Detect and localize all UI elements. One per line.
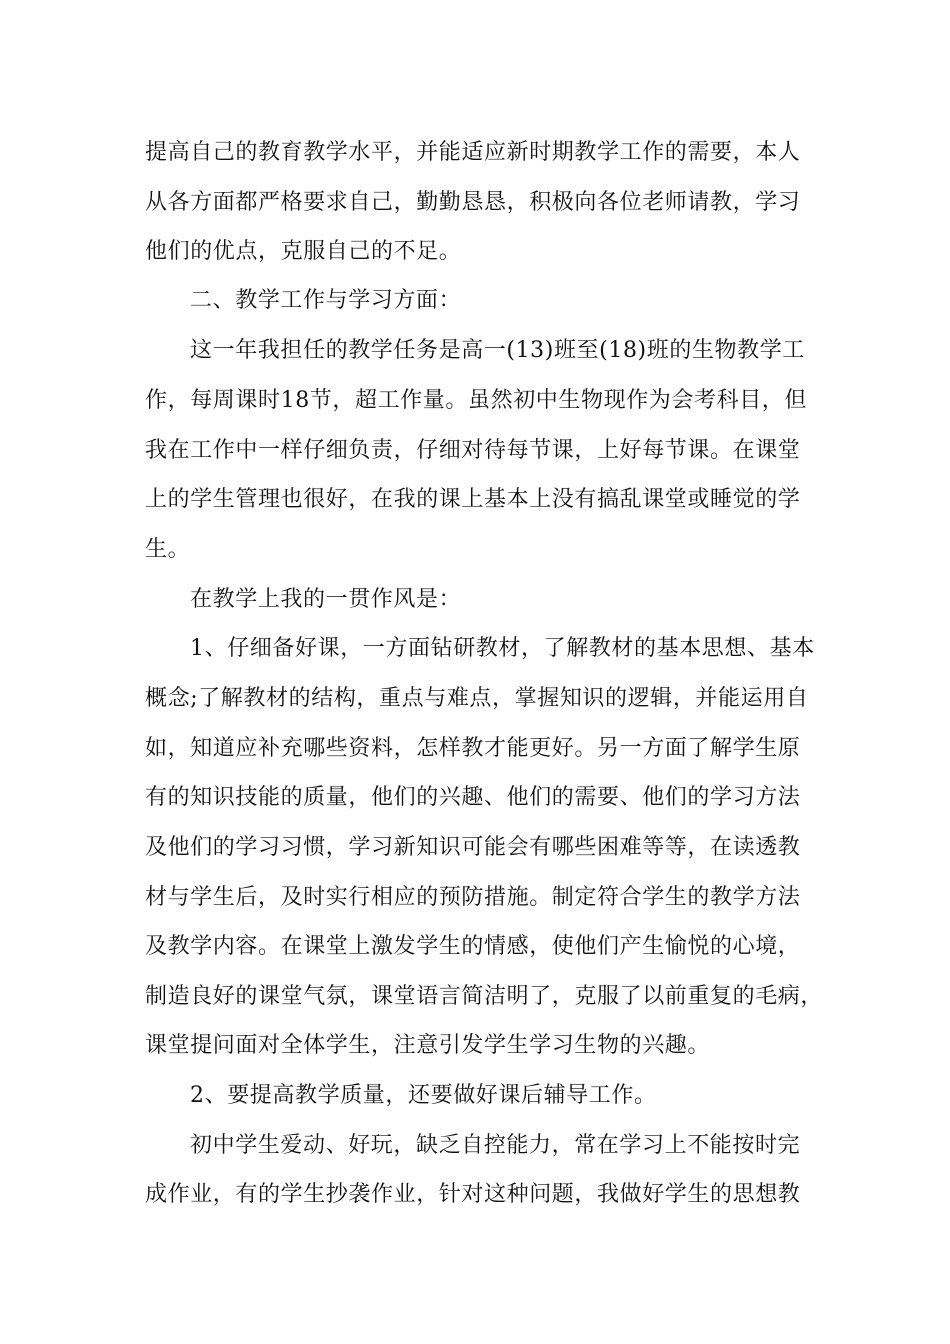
text-line: 作，每周课时18节，超工作量。虽然初中生物现作为会考科目，但 [145,388,807,413]
text-line: 2、要提高教学质量，还要做好课后辅导工作。 [190,1083,657,1108]
text-line: 材与学生后，及时实行相应的预防措施。制定符合学生的教学方法 [145,885,801,910]
text-line: 提高自己的教育教学水平，并能适应新时期教学工作的需要，本人 [145,140,801,165]
text-line: 上的学生管理也很好，在我的课上基本上没有搞乱课堂或睡觉的学 [145,487,801,512]
text-line: 概念;了解教材的结构，重点与难点，掌握知识的逻辑，并能运用自 [145,686,809,711]
text-line: 他们的优点，克服自己的不足。 [145,239,462,264]
section-heading: 二、教学工作与学习方面： [190,288,462,313]
text-line: 初中学生爱动、好玩，缺乏自控能力，常在学习上不能按时完 [190,1133,801,1158]
text-line: 有的知识技能的质量，他们的兴趣、他们的需要、他们的学习方法 [145,785,801,810]
text-line: 及教学内容。在课堂上激发学生的情感，使他们产生愉悦的心境， [145,934,801,959]
text-line: 在教学上我的一贯作风是： [190,587,462,612]
text-line: 及他们的学习习惯，学习新知识可能会有哪些困难等等，在读透教 [145,835,801,860]
text-line: 从各方面都严格要求自己，勤勤恳恳，积极向各位老师请教，学习 [145,190,801,215]
text-line: 我在工作中一样仔细负责，仔细对待每节课，上好每节课。在课堂 [145,438,801,463]
text-line: 如，知道应补充哪些资料，怎样教才能更好。另一方面了解学生原 [145,736,801,761]
text-line: 制造良好的课堂气氛，课堂语言简洁明了，克服了以前重复的毛病， [145,984,824,1009]
text-line: 成作业，有的学生抄袭作业，针对这种问题，我做好学生的思想教 [145,1182,801,1207]
text-line: 这一年我担任的教学任务是高一(13)班至(18)班的生物教学工 [190,338,805,363]
text-line: 课堂提问面对全体学生，注意引发学生学习生物的兴趣。 [145,1033,711,1058]
text-line: 1、仔细备好课，一方面钻研教材，了解教材的基本思想、基本 [190,636,815,661]
text-line: 生。 [145,537,191,562]
